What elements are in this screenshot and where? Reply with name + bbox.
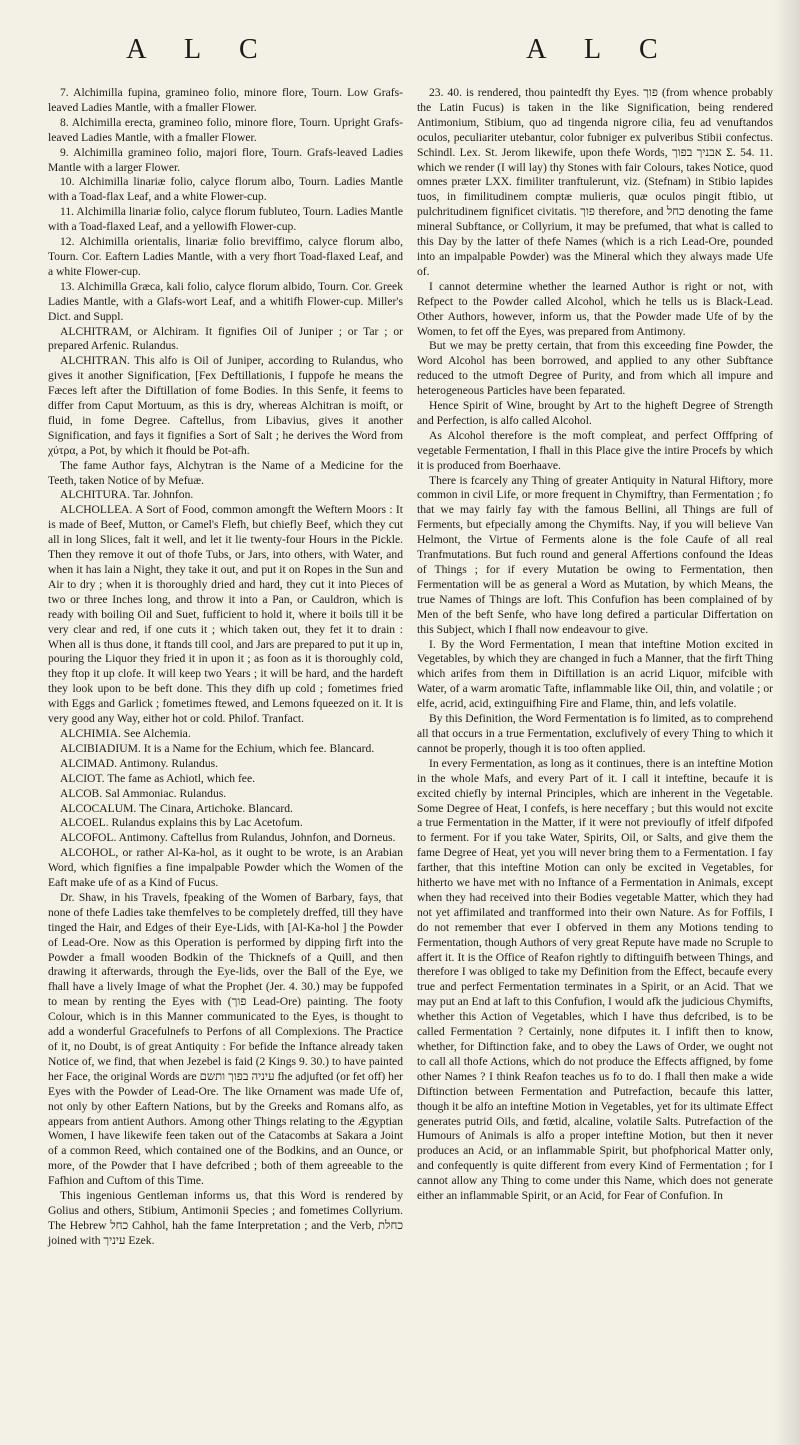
dictionary-entry: This ingenious Gentleman informs us, that this Word is rendered by Golius and others, Stibium, Antimonii Species ; and fometimes Collyrium. The Hebrew כחל Cahhol, hah the fame Interpretation ; and the Verb, כחלת joined with עיניך Ezek.	[48, 1189, 403, 1247]
dictionary-entry: 10. Alchimilla linariæ folio, calyce florum albo, Tourn. Ladies Mantle with a Toad-flax Leaf, and a white Flower-cup.	[48, 175, 403, 204]
dictionary-entry: 11. Alchimilla linariæ folio, calyce florum fubluteo, Tourn. Ladies Mantle with a Toad-flaxed Leaf, and a yellowifh Flower-cup.	[48, 205, 403, 234]
dictionary-entry: ALCIOT. The fame as Achiotl, which fee.	[60, 771, 255, 785]
dictionary-entry: 12. Alchimilla orientalis, linariæ folio breviffimo, calyce florum albo, Tourn. Cor. Eaftern Ladies Mantle, with a very fhort Toad-flaxed Leaf, and a white Flower-cup.	[48, 235, 403, 278]
dictionary-entry: ALCOEL. Rulandus explains this by Lac Acetofum.	[60, 816, 303, 830]
right-column	[417, 86, 773, 1204]
running-header	[0, 34, 800, 74]
dictionary-entry: By this Definition, the Word Fermentation is fo limited, as to comprehend all that occurs in a true Fermentation, exclufively of every Thing to which it cannot be properly, though it is too often applied.	[417, 712, 773, 755]
dictionary-entry: ALCIMAD. Antimony. Rulandus.	[60, 756, 219, 770]
dictionary-entry: ALCOFOL. Antimony. Caftellus from Rulandus, Johnfon, and Dorneus.	[60, 831, 396, 845]
dictionary-entry: Hence Spirit of Wine, brought by Art to the higheft Degree of Strength and Perfection, is alfo called Alcohol.	[417, 399, 773, 427]
dictionary-entry: 9. Alchimilla gramineo folio, majori flore, Tourn. Grafs-leaved Ladies Mantle with a larger Flower.	[48, 145, 403, 174]
dictionary-entry: ALCHITURA. Tar. Johnfon.	[60, 488, 194, 502]
dictionary-entry: 7. Alchimilla fupina, gramineo folio, minore flore, Tourn. Low Grafs-leaved Ladies Mantle, with a fmaller Flower.	[48, 86, 403, 114]
dictionary-entry: ALCHIMIA. See Alchemia.	[60, 726, 191, 740]
dictionary-entry: 8. Alchimilla erecta, gramineo folio, minore flore, Tourn. Upright Grafs-leaved Ladies Mantle, with a fmaller Flower.	[48, 115, 403, 144]
dictionary-entry: ALCOCALUM. The Cinara, Artichoke. Blancard.	[60, 801, 293, 815]
page-edge-shadow	[774, 0, 800, 1445]
dictionary-entry: 23. 40. is rendered, thou paintedft thy Eyes. פוך (from whence probably the Latin Fucus) is taken in the like Signification, being rendered Antimonium, Stibium, quo ad tingenda nigrore cilia, feu ad venuftandos oculos, peculiariter utebantur, color fubniger ex pulveribus Stibii confectus. Schindl. Lex. St. Jerom likewife, upon thefe Words, אבניך בפוך Ʃ. 54. 11. which we render (I will lay) thy Stones with fair Colours, takes Notice, quod omnes præter LXX. fimiliter tranftulerunt, viz. (Stefnam) in Stibio lapides tuos, in fimilitudinem comptæ mulieris, quæ oculos pingit ftibio, ut pulchritudinem fignificet civitatis. פוך therefore, and כחל denoting the fame mineral Subftance, or Collyrium, it may be prefumed, that what is called to this Day by the latter of thefe Names (which is a rich Lead-Ore, pounded into an impalpable Powder) was the Mineral which they always made Ufe of.	[417, 86, 774, 278]
dictionary-entry: 13. Alchimilla Græca, kali folio, calyce florum albido, Tourn. Cor. Greek Ladies Mantle, with a Glafs-wort Leaf, and a whitifh Flower-cup. Miller's Dict. and Suppl.	[48, 279, 403, 323]
dictionary-entry: ALCHITRAN. This alfo is Oil of Juniper, according to Rulandus, who gives it another Signification, [Fex Deftillationis, I fuppofe he means the Fæces left after the Diftillation of fome Bodies. In this Senfe, it feems to differ from Caput Mortuum, as this is dry, whereas Alchitran is moift, or fluid, in fome Degree. Caftellus, from Libavius, gives it another Signification, and fays it fignifies a Sort of Salt ; he derives the Word from χύτρα, a Pot, by which it fhould be Pot-afh.	[48, 354, 403, 457]
dictionary-entry: In every Fermentation, as long as it continues, there is an inteftine Motion in the whole Mafs, and every Part of it. I call it inteftine, becaufe it is excited chiefly by internal Principles, which are inherent in the Vegetable. Some Degree of Heat, I confefs, is here neceffary ; but this would not excite a true Fermentation in the Matter, if it were not previoufly of itfelf difpofed to ferment. For if you take Water, Spirits, Oil, or Salts, and give them the fame Degree of Heat, yet you will never bring them to a Fermentation. I fay farther, that this inteftine Motion can only be excited in Vegetables, for hitherto we have met with no Inftance of a Fermentation in Animals, except when they had received into their Bodies vegetable Matter, which they had not yet affimilated and tranfformed into their own Nature. As for Foffils, I do not remember that ever I obferved in them any Motions tending to Fermentation, though Authors of very great Repute have made no Scruple to affert it. It is the Office of Reafon rightly to diftinguifh between Things, and therefore I was obliged to take my Definition from the Effect, becaufe every true and perfect Fermentation terminates in a Spirit, or an Acid. That we may put an End at laft to this Confufion, I would afk the judicious Chymifts, whether this Action of Vegetables, which I have thus defcribed, is to be called Fermentation ? Certainly, none difputes it. I infift then to know, whether, for Diftinction fake, and to obey the Laws of Order, we ought not to call all thofe Actions, which do not produce the Effects affigned, by fome other Names ? I think Reafon teaches us fo to do. I fhall then make a wide Diftinction between Fermentation and Putrefaction, becaufe this latter, though it be alfo an inteftine Motion in Vegetables, yet for its ultimate Effect generates putrid Oils, and fœtid, alcaline, volatile Salts. Putrefaction of the Humours of Animals is alfo a proper inteftine Motion, but then it never produces an Acid, or an inflammable Spirit, but phofphorical Matter only, and confequently is quite different from every Kind of Fermentation ; for I cannot allow any Thing to come under this Name, which does not generate either an inflammable Spirit, or an Acid, for Fear of Confufion. In	[417, 756, 773, 1203]
dictionary-entry: I cannot determine whether the learned Author is right or not, with Refpect to the Powder called Alcohol, which he tells us is Black-Lead. Other Authors, however, inform us, that the Powder made Ufe of by the Women, to fet off the Eyes, was prepared from Antimony.	[417, 279, 773, 338]
dictionary-entry: ALCOB. Sal Ammoniac. Rulandus.	[60, 786, 227, 800]
dictionary-entry: ALCHOLLEA. A Sort of Food, common amongft the Weftern Moors : It is made of Beef, Mutton, or Camel's Flefh, but chiefly Beef, which they cut all in long Slices, falt it well, and let it lie twenty-four Hours in the Pickle. Then they remove it out of thofe Tubs, or Jars, into others, with Water, and when it has lain a Night, they take it out, and put it on Ropes in the Sun and Air to dry ; when it is thoroughly dried and hard, they cut it into Pieces of two or three Inches long, and throw it into a Pan, or Cauldron, which is ready with boiling Oil and Suet, fufficient to hold it, where it boils till it be very clear and red, if one cuts it ; which taken out, they fet it to drain : When all is thus done, it ftands till cool, and Jars are prepared to put it up in, pouring the Liquor they fried it in upon it ; as foon as it is thoroughly cold, they ftop it up clofe. It will keep two Years ; it will be hard, and the hardeft they look upon to be beft done. This they difh up cold ; fometimes fried with Eggs and Garlick ; fometimes ftewed, and Lemons fqueezed on it. It is very good any Way, either hot or cold. Philof. Tranfact.	[48, 503, 403, 726]
header-left: A L C	[126, 34, 274, 65]
header-right: A L C	[526, 34, 674, 65]
left-column	[48, 86, 403, 1249]
dictionary-entry: ALCOHOL, or rather Al-Ka-hol, as it ought to be wrote, is an Arabian Word, which fignifies a fine impalpable Powder which the Women of the Eaft make ufe of as a Kind of Fucus.	[48, 846, 403, 890]
dictionary-entry: ALCHITRAM, or Alchiram. It fignifies Oil of Juniper ; or Tar ; or prepared Arfenic. Rulandus.	[48, 324, 403, 353]
dictionary-entry: I. By the Word Fermentation, I mean that inteftine Motion excited in Vegetables, by which they are changed in fuch a Manner, that the firft Thing which arifes from them in Diftillation is an acrid Liquor, mifcible with Water, of a warm aromatic Tafte, inflammable like Oil, thin, and volatile ; or elfe, acrid, acid, extinguifhing Fire and Flame, thin, and lefs volatile.	[417, 637, 773, 711]
dictionary-entry: The fame Author fays, Alchytran is the Name of a Medicine for the Teeth, taken Notice of by Mefuæ.	[48, 458, 403, 487]
dictionary-entry: As Alcohol therefore is the moft compleat, and perfect Offfpring of vegetable Fermentation, I fhall in this Place give the intire Procefs by which it is produced from Boerhaave.	[417, 428, 773, 472]
dictionary-entry: Dr. Shaw, in his Travels, fpeaking of the Women of Barbary, fays, that none of thefe Ladies take themfelves to be completely dreffed, till they have tinged the Hair, and Edges of their Eye-Lids, with [Al-Ka-hol ] the Powder of Lead-Ore. Now as this Operation is performed by dipping firft into the Powder a fmall wooden Bodkin of the Thicknefs of a Quill, and then drawing it afterwards, through the Eye-lids, over the Ball of the Eye, we fhall have a lively Image of what the Prophet (Jer. 4. 30.) may be fuppofed to mean by renting the Eyes with (פוך Lead-Ore) painting. The footy Colour, which is in this Manner communicated to the Eyes, is thought to add a wonderful Gracefulnefs to Perfons of all Complexions. The Practice of it, no Doubt, is of great Antiquity : For befide the Inftance already taken Notice of, we find, that when Jezebel is faid (2 Kings 9. 30.) to have painted her Face, the original Words are עיניה בפוך ותשם fhe adjufted (or fet off) her Eyes with the Powder of Lead-Ore. The like Ornament was made Ufe of, not only by other Eaftern Nations, but by the Greeks and Romans alfo, as appears from antient Authors. Among other Things relating to the Ægyptian Women, I have likewife feen taken out of the Catacombs at Sakara a Joint of a common Reed, which contained one of the Bodkins, and an Ounce, or more, of the Powder that I have defcribed ; both of them agreeable to the Fafhion and Cuftom of this Time.	[48, 890, 403, 1188]
dictionary-entry: There is fcarcely any Thing of greater Antiquity in Natural Hiftory, more common in civil Life, or more frequent in Chymiftry, than Fermentation ; fo that we may fairly fay with the famous Bellini, all Things are full of Ferments, but efpecially among the Chymifts. Nay, if you will believe Van Helmont, the Virtue of Ferments alone is the fole Caufe of all real Tranfmutations. But fuch round and general Affertions confound the Ideas of Things ; for if every Mutation be owing to Fermentation, then Fermentation will be as general a Word as Mutation, by which Means, the true Names of Things are loft. This Confufion has been complained of by Men of the beft Senfe, who have long defired a particular Differtation on this Subject, which I fhall now endeavour to give.	[417, 473, 773, 636]
dictionary-entry: But we may be pretty certain, that from this exceeding fine Powder, the Word Alcohol has been borrowed, and applied to any other Subftance reduced to the utmoft Degree of Purity, and from which all impure and heterogeneous Particles have been feparated.	[417, 339, 773, 398]
dictionary-entry: ALCIBIADIUM. It is a Name for the Echium, which fee. Blancard.	[60, 741, 375, 755]
